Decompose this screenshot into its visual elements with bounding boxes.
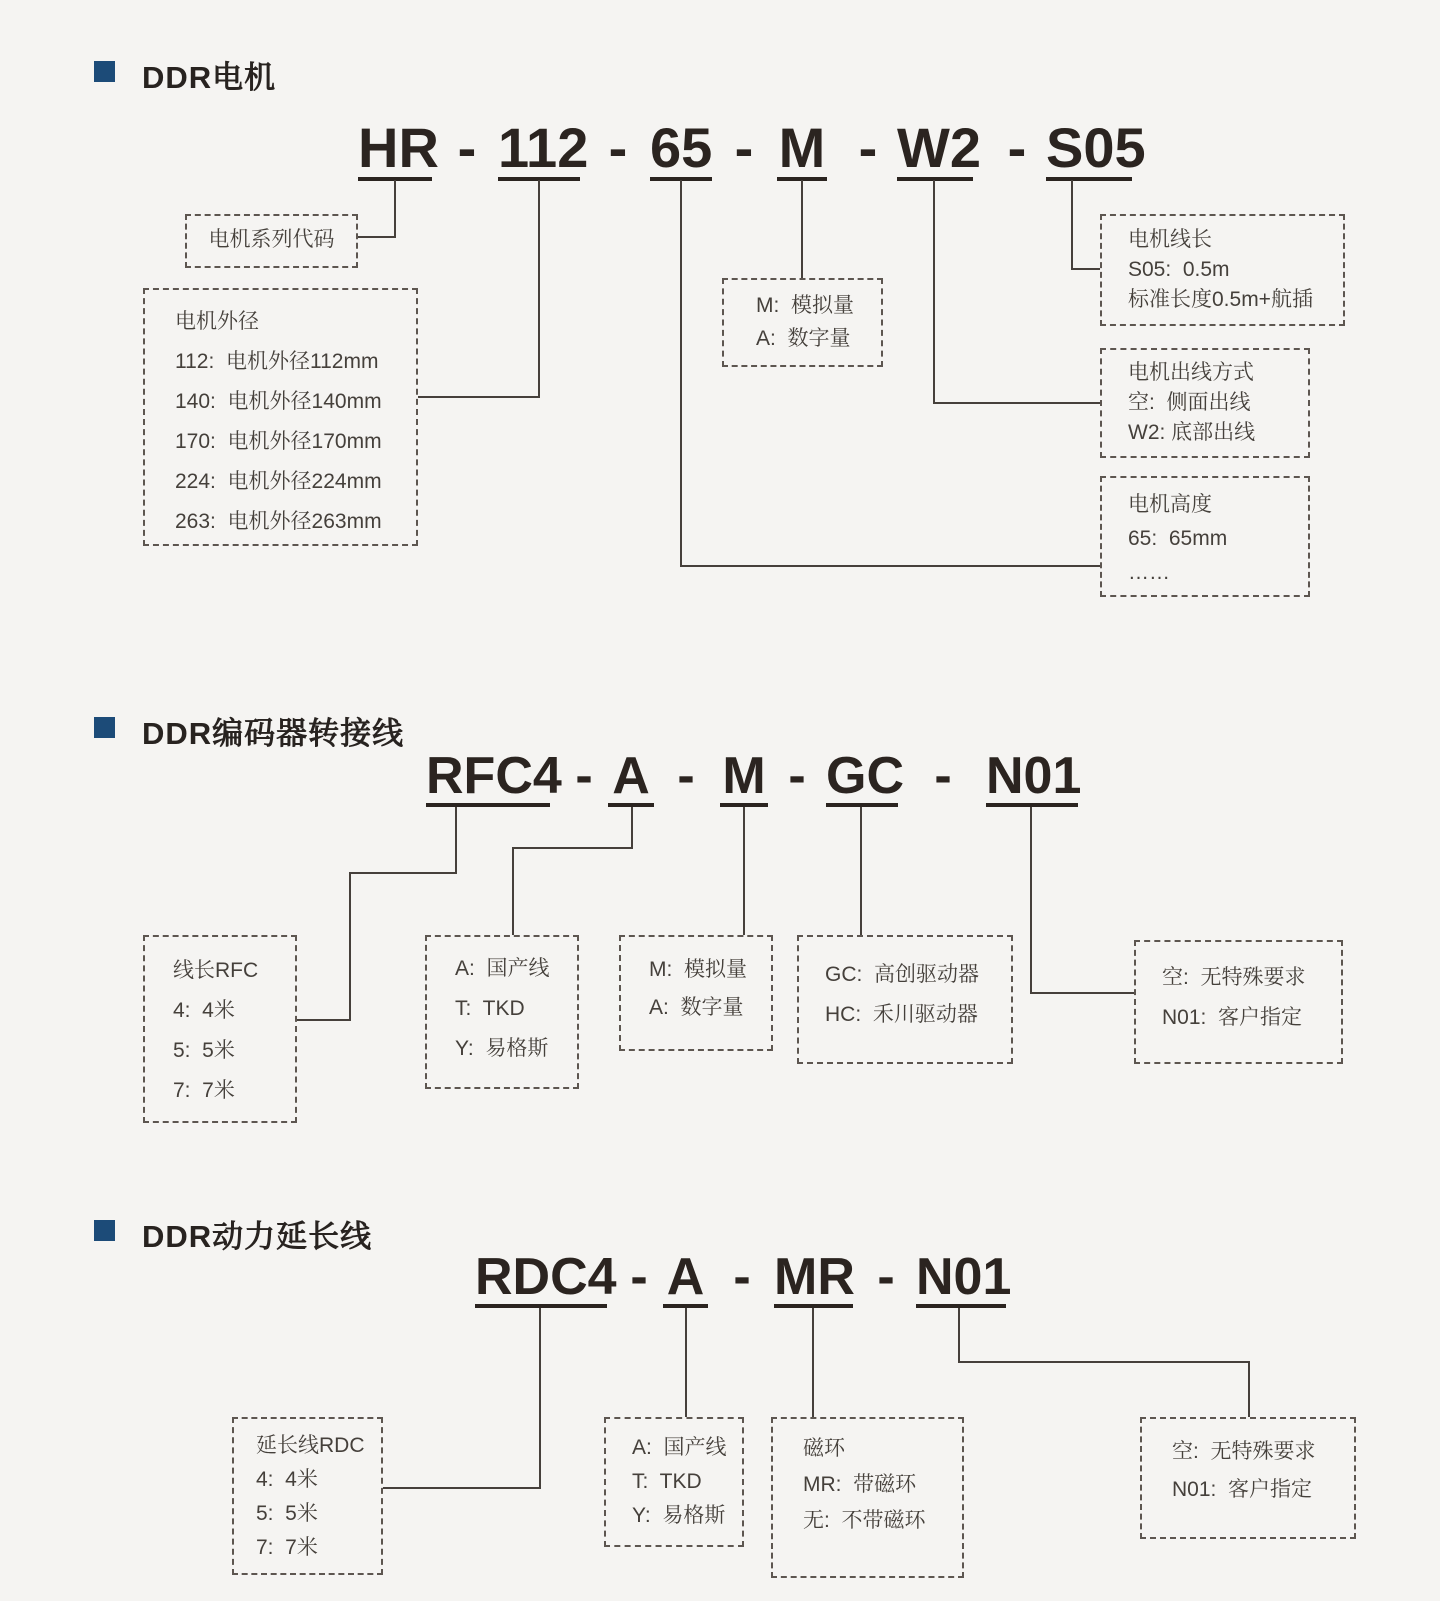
connector-line [512,847,633,849]
code-dash: - [457,116,477,179]
box-line: 263: 电机外径263mm [175,510,382,533]
box-line: 无: 不带磁环 [803,1509,926,1532]
box-line: 112: 电机外径112mm [175,350,379,373]
connector-line [631,807,633,849]
connector-line [801,180,803,278]
connector-line [685,1308,687,1417]
connector-line [680,565,1100,567]
box-special-request [1140,1417,1356,1539]
code-dash: - [1007,116,1027,179]
box-line: N01: 客户指定 [1172,1478,1313,1501]
box-line: 空: 侧面出线 [1128,391,1251,414]
connector-line [1248,1361,1250,1417]
box-line: A: 数字量 [649,996,744,1019]
box-line: 电机高度 [1128,493,1212,516]
code-dash: - [858,116,878,179]
box-motor-height [1100,476,1310,597]
box-line: 空: 无特殊要求 [1162,966,1306,989]
box-line: A: 国产线 [632,1436,727,1459]
box-line: 延长线RDC [256,1434,365,1457]
box-line: 电机系列代码 [208,228,335,251]
connector-line [512,847,514,935]
box-line: M: 模拟量 [756,294,854,317]
box-line: 电机外径 [175,310,259,333]
connector-line [1071,268,1100,270]
box-motor-cable-length [1100,214,1345,326]
box-line: T: TKD [632,1470,702,1493]
section-title: DDR动力延长线 [142,1219,373,1254]
connector-line [1071,180,1073,270]
box-cable-brand [425,935,579,1089]
box-cable-length-rfc [143,935,297,1123]
box-signal-type [722,278,883,367]
box-line: W2: 底部出线 [1128,421,1256,444]
box-line: 170: 电机外径170mm [175,430,382,453]
section-bullet-icon [94,61,115,82]
code-segment-outlet: W2 [897,116,981,179]
box-line: 140: 电机外径140mm [175,390,382,413]
code-dash: - [733,1248,751,1306]
connector-line [349,872,457,874]
code-segment-signal: M [778,116,826,179]
connector-line [958,1361,1250,1363]
section-bullet-icon [94,1220,115,1241]
box-line: S05: 0.5m [1128,258,1230,281]
code-dash: - [734,116,754,179]
connector-line [455,807,457,874]
connector-line [539,1308,541,1489]
box-motor-outlet-type [1100,348,1310,458]
connector-line [383,1487,541,1489]
box-line: 5: 5米 [256,1502,318,1525]
box-line: …… [1128,561,1170,584]
box-line: Y: 易格斯 [632,1504,726,1527]
section-title: DDR编码器转接线 [142,716,405,751]
code-segment-length: RDC4 [475,1248,617,1306]
code-dash: - [877,1248,895,1306]
section-bullet-icon [94,717,115,738]
code-segment-signal: M [720,750,768,807]
box-line: 4: 4米 [256,1468,318,1491]
connector-line [933,180,935,404]
box-line: Y: 易格斯 [455,1037,549,1060]
box-special-request [1134,940,1343,1064]
connector-line [538,180,540,398]
box-line: 空: 无特殊要求 [1172,1440,1316,1463]
code-segment-special: N01 [916,1248,1012,1306]
box-signal-type [619,935,773,1051]
box-line: A: 国产线 [455,957,550,980]
code-segment-diameter: 112 [498,116,589,179]
box-line: A: 数字量 [756,327,851,350]
box-driver-type [797,935,1013,1064]
connector-line [418,396,540,398]
connector-line [297,1019,351,1021]
code-segment-brand: A [663,1251,708,1308]
box-line: 7: 7米 [173,1079,235,1102]
connector-line [349,872,351,1021]
box-line: 磁环 [803,1437,845,1460]
connector-line [1030,807,1032,994]
box-line: 7: 7米 [256,1536,318,1559]
connector-line [933,402,1100,404]
code-dash: - [677,747,695,805]
box-line: GC: 高创驱动器 [825,963,980,986]
code-dash: - [630,1248,648,1306]
box-line: 5: 5米 [173,1039,235,1062]
code-dash: - [575,747,593,805]
box-magnetic-ring [771,1417,964,1578]
connector-line [358,236,396,238]
code-dash: - [934,747,952,805]
box-line: 65: 65mm [1128,527,1228,550]
code-segment-driver: GC [826,747,904,805]
connector-line [680,180,682,567]
code-segment-height: 65 [650,116,713,179]
box-motor-series-code [185,214,358,268]
code-segment-special: N01 [986,747,1082,805]
box-line: 电机出线方式 [1128,361,1254,384]
box-line: T: TKD [455,997,525,1020]
box-line: HC: 禾川驱动器 [825,1003,978,1026]
connector-line [743,807,745,935]
code-dash: - [788,747,806,805]
box-line: 标准长度0.5m+航插 [1128,288,1313,311]
section-title: DDR电机 [142,60,277,95]
box-extension-length-rdc [232,1417,383,1575]
box-motor-outer-diameter [143,288,418,546]
box-line: M: 模拟量 [649,958,747,981]
code-segment-magnetic-ring: MR [774,1248,855,1306]
connector-line [958,1308,960,1363]
box-line: 电机线长 [1128,228,1212,251]
connector-line [1030,992,1134,994]
box-cable-brand [604,1417,744,1547]
box-line: MR: 带磁环 [803,1473,917,1496]
code-segment-series: HR [358,116,439,179]
box-line: 224: 电机外径224mm [175,470,382,493]
code-segment-length: RFC4 [426,747,562,805]
code-dash: - [608,116,628,179]
box-line: 4: 4米 [173,999,235,1022]
connector-line [394,180,396,238]
connector-line [812,1308,814,1417]
code-segment-cable-length: S05 [1046,116,1146,179]
connector-line [860,807,862,935]
code-segment-brand: A [608,750,654,807]
box-line: 线长RFC [173,959,259,982]
box-line: N01: 客户指定 [1162,1006,1303,1029]
